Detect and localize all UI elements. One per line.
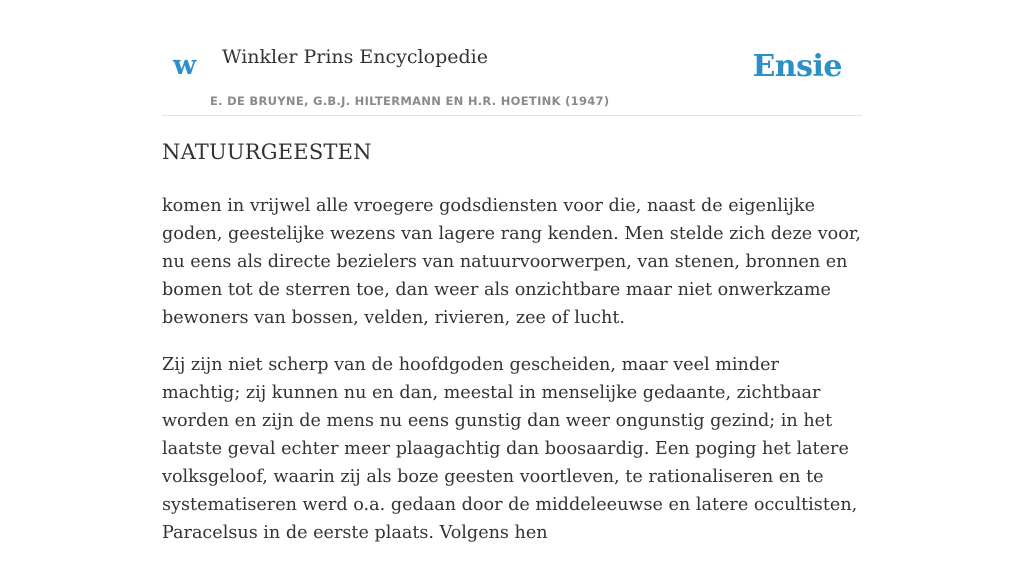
article-body [162,192,862,566]
authors-line: E. DE BRUYNE, G.B.J. HILTERMANN EN H.R. HOETINK (1947) [210,94,610,108]
encyclopedia-title[interactable]: Winkler Prins Encyclopedie [222,46,488,68]
article-headword: NATUURGEESTEN [162,140,372,164]
page [162,0,862,543]
article-paragraph: komen in vrijwel alle vroegere godsdiensten voor die, naast de eigenlijke goden, geestelijke wezens van lagere rang kenden. Men stelde zich deze voor, nu eens als directe bezielers van natuurvoorwerpen, van stenen, bronnen en bomen tot de sterren toe, dan weer als onzichtbare maar niet onwerkzame bewoners van bossen, velden, rivieren, zee of lucht. [162,196,861,328]
header [162,0,862,116]
article-paragraph: Zij zijn niet scherp van de hoofdgoden gescheiden, maar veel minder machtig; zij kunnen nu en dan, meestal in menselijke gedaante, zichtbaar worden en zijn de mens nu eens gunstig dan weer ongunstig gezind; in het laatste geval echter meer plaagachtig dan boosaardig. Een poging het latere volksgeloof, waarin zij als boze geesten voortleven, te rationaliseren en te systematiseren werd o.a. gedaan door de middeleeuwse en latere occultisten, Paracelsus in de eerste plaats. Volgens hen [162,355,858,543]
winkler-prins-logo[interactable]: w [173,50,197,81]
ensie-logo[interactable]: Ensie [752,49,842,84]
